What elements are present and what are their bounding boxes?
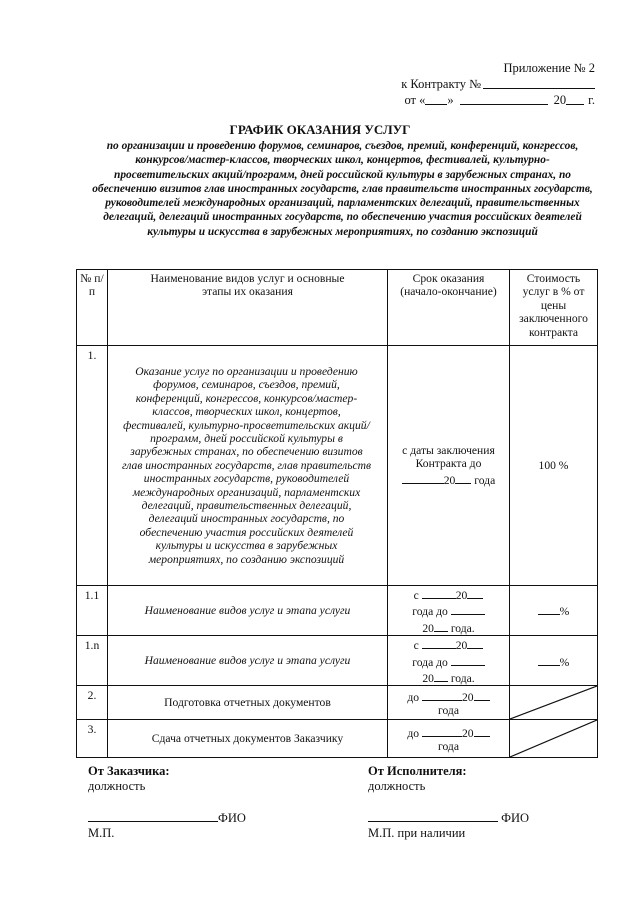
- term-year: 20: [455, 639, 468, 653]
- term-line: [391, 653, 506, 669]
- term-to: года до: [412, 655, 448, 669]
- term-to: года до: [412, 605, 448, 619]
- term-line: [391, 724, 506, 740]
- customer-stamp: М.П.: [88, 826, 115, 840]
- term-year: 20: [443, 473, 456, 487]
- row-term: [388, 720, 510, 758]
- header-cost: Стоимость услуг в % от цены заключенного контракта: [510, 270, 598, 346]
- term-year: 20: [422, 621, 434, 635]
- row-term: [388, 686, 510, 720]
- term-year: 20: [422, 672, 434, 686]
- header-num: № п/п: [77, 270, 108, 346]
- term-line: [391, 669, 506, 685]
- row-num: 3.: [77, 720, 108, 758]
- term-line: с даты заключения: [402, 443, 495, 457]
- row-cost: [510, 586, 598, 636]
- customer-signature: [88, 764, 288, 840]
- document-title: ГРАФИК ОКАЗАНИЯ УСЛУГ: [229, 122, 411, 137]
- term-from: с: [413, 639, 419, 653]
- date-close-label: »: [447, 93, 454, 107]
- table-header-row: [77, 270, 598, 346]
- header-term: Срок оказания (начало-окончание): [388, 270, 510, 346]
- customer-sign-line: [88, 809, 246, 826]
- date-month-blank: [460, 92, 548, 105]
- row-num: 1.1: [77, 586, 108, 636]
- row-num: 2.: [77, 686, 108, 720]
- row-term: [388, 346, 510, 586]
- term-end: года: [438, 704, 459, 718]
- term-end: года: [474, 473, 496, 487]
- row-name: Сдача отчетных документов Заказчику: [108, 720, 388, 758]
- schedule-table: [76, 269, 598, 758]
- term-end: года: [438, 740, 459, 754]
- date-year-blank: [566, 92, 584, 105]
- cost-percent: %: [559, 605, 570, 619]
- term-line: [391, 619, 506, 635]
- term-to: до: [407, 691, 420, 705]
- contractor-sign-line: [368, 809, 529, 826]
- date-suffix: г.: [588, 93, 595, 107]
- diagonal-strike: [510, 720, 597, 757]
- document-subtitle: по организации и проведению форумов, семинаров, съездов, премий, конференций, конгрессов, конкурсов/мастер-классов, творческих школ, концертов, фестивалей, культурно-просветительских акций/программ, дней российской культуры в зарубежных странах, по обеспечению визитов глав иностранных государств, глав правительств иностранных государств, руководителей международных организаций, парламентских делегаций, правительственных делегаций, делегаций иностранных государств, по обеспечению участия российских деятелей культуры и искусства в зарубежных мероприятиях, по созданию экспозиций: [92, 140, 593, 238]
- diagonal-strike: [510, 686, 597, 719]
- term-line: [391, 602, 506, 618]
- row-term: [388, 586, 510, 636]
- appendix-number: Приложение № 2: [503, 61, 595, 75]
- row-cost-empty: [510, 720, 598, 758]
- term-line: [391, 636, 506, 652]
- date-open-label: от «: [404, 93, 426, 107]
- contractor-fio: ФИО: [501, 811, 530, 825]
- row-num: 1.: [77, 346, 108, 586]
- appendix-header: [355, 60, 595, 108]
- customer-position: должность: [88, 779, 146, 793]
- table-row: [77, 636, 598, 686]
- term-line: [391, 688, 506, 704]
- contractor-stamp: М.П. при наличии: [368, 826, 466, 840]
- customer-heading: От Заказчика:: [88, 764, 170, 778]
- row-name: Оказание услуг по организации и проведению форумов, семинаров, съездов, премий, конференций, конгрессов, конкурсов/мастер-классов, творческих школ, концертов, фестивалей, культурно-просветительских акций/программ, дней российской культуры в зарубежных странах, по обеспечению визитов глав иностранных государств, глав правительств иностранных государств, руководителей международных организаций, парламентских делегаций, правительственных делегаций, делегаций иностранных государств, по обеспечению участия российских деятелей культуры и искусства в зарубежных мероприятиях, по созданию экспозиций: [108, 346, 388, 586]
- table-row: [77, 346, 598, 586]
- term-year: 20: [462, 691, 474, 705]
- term-line: [391, 586, 506, 602]
- contract-label: к Контракту №: [401, 77, 481, 91]
- table-row: [77, 586, 598, 636]
- contract-number-blank: [483, 76, 595, 89]
- row-name: Наименование видов услуг и этапа услуги: [108, 586, 388, 636]
- term-end: года.: [450, 621, 475, 635]
- cost-percent: %: [559, 655, 570, 669]
- row-name: Подготовка отчетных документов: [108, 686, 388, 720]
- table-row: [77, 686, 598, 720]
- term-line: [391, 471, 506, 487]
- row-cost-empty: [510, 686, 598, 720]
- contractor-position: должность: [368, 779, 426, 793]
- term-line: Контракта до: [415, 457, 482, 471]
- table-row: [77, 720, 598, 758]
- contractor-signature: [368, 764, 568, 840]
- header-name: Наименование видов услуг и основные этапы их оказания: [108, 270, 388, 346]
- row-cost: 100 %: [510, 346, 598, 586]
- date-year-label: 20: [553, 93, 567, 107]
- row-cost: [510, 636, 598, 686]
- term-to: до: [407, 727, 420, 741]
- row-num: 1.n: [77, 636, 108, 686]
- contractor-heading: От Исполнителя:: [368, 764, 467, 778]
- row-name: Наименование видов услуг и этапа услуги: [108, 636, 388, 686]
- term-year: 20: [455, 589, 468, 602]
- term-from: с: [413, 589, 419, 602]
- term-end: года.: [450, 672, 475, 686]
- date-day-blank: [425, 92, 447, 105]
- term-year: 20: [462, 727, 474, 741]
- row-term: [388, 636, 510, 686]
- customer-fio: ФИО: [218, 811, 246, 825]
